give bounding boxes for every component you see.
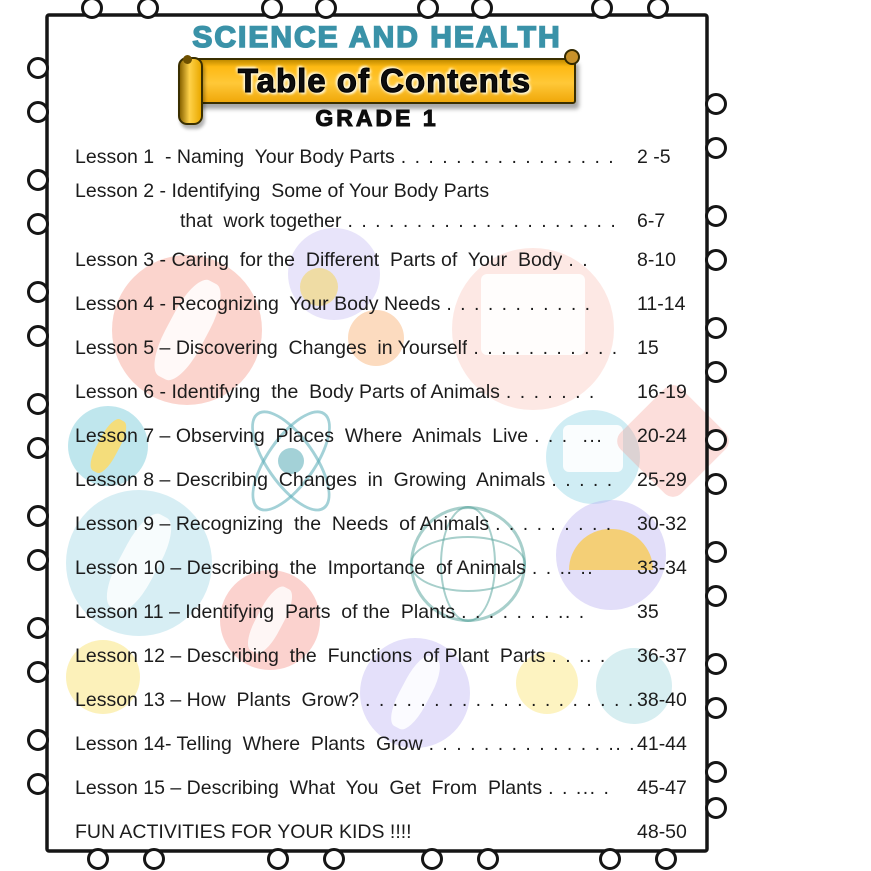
page-range: 45-47: [637, 777, 687, 799]
dot-leader: . . . . . . . . . . .: [446, 293, 592, 315]
lesson-title: Lesson 1 - Naming Your Body Parts: [75, 146, 395, 168]
dot-leader: . . . ...: [534, 425, 604, 447]
toc-entry: [75, 176, 697, 236]
lesson-title: Lesson 2 - Identifying Some of Your Body Parts: [75, 180, 490, 202]
toc-entry: [75, 597, 697, 627]
page-range: 20-24: [637, 425, 687, 447]
page-range: 48-50: [637, 821, 687, 843]
toc-entry: [75, 465, 697, 495]
toc-entry: [75, 142, 697, 172]
banner-ribbon: [193, 58, 576, 104]
subject-title: SCIENCE AND HEALTH: [192, 21, 562, 54]
page-range: 35: [637, 601, 659, 623]
page-range: 38-40: [637, 689, 687, 711]
toc-entry: [75, 553, 697, 583]
page-range: 36-37: [637, 645, 687, 667]
toc-entry: [75, 817, 697, 847]
lesson-title: Lesson 4 - Recognizing Your Body Needs: [75, 293, 441, 315]
toc-entry: [75, 773, 697, 803]
toc-entry: [75, 289, 697, 319]
dot-leader: . . . . . . . . . . . . . . . .: [400, 146, 616, 168]
dot-leader: . . .. .: [551, 645, 607, 667]
page-range: 16-19: [637, 381, 687, 403]
dot-leader: . . . . . . . . . . . . . . . . . . . .: [364, 689, 635, 711]
dot-leader: . . . . . . . . . . . . . .. .: [428, 733, 637, 755]
lesson-title: Lesson 14- Telling Where Plants Grow: [75, 733, 423, 755]
toc-entry: [75, 377, 697, 407]
lesson-title: Lesson 15 – Describing What You Get From Plants: [75, 777, 543, 799]
toc-entry: [75, 245, 697, 275]
lesson-title: Lesson 8 – Describing Changes in Growing Animals: [75, 469, 546, 491]
banner-corner-knob-icon: [564, 49, 580, 65]
toc-banner: [178, 56, 576, 106]
lesson-title: Lesson 7 – Observing Places Where Animals Live: [75, 425, 529, 447]
toc-entry: [75, 333, 697, 363]
lesson-title: Lesson 10 – Describing the Importance of Animals: [75, 557, 526, 579]
dot-leader: . . . . . . . . .: [495, 513, 613, 535]
page-range: 8-10: [637, 249, 677, 271]
page-range: 25-29: [637, 469, 687, 491]
scroll-knob-icon: [183, 55, 192, 64]
lesson-title: Lesson 11 – Identifying Parts of the Plants: [75, 601, 456, 623]
dot-leader: . . . . . . . . . . .: [473, 337, 619, 359]
page-range: 6-7: [637, 210, 666, 232]
page-range: 11-14: [637, 293, 686, 315]
lesson-title: Lesson 13 – How Plants Grow?: [75, 689, 359, 711]
dot-leader: . . . . .: [551, 469, 614, 491]
toc-entry: [75, 509, 697, 539]
dot-leader: . . . . . . . . . . . . . . . . . . . .: [347, 210, 618, 232]
lesson-title: Lesson 12 – Describing the Functions of Plant Parts: [75, 645, 546, 667]
page-content: [47, 15, 707, 851]
toc-entry: [75, 421, 697, 451]
page-range: 15: [637, 337, 659, 359]
lesson-title: Lesson 3 - Caring for the Different Parts of Your Body: [75, 249, 563, 271]
page-range: 30-32: [637, 513, 687, 535]
page-range: 41-44: [637, 733, 687, 755]
toc-entry: [75, 641, 697, 671]
lesson-title: Lesson 5 – Discovering Changes in Yourself: [75, 337, 468, 359]
page-range: 33-34: [637, 557, 687, 579]
dot-leader: . . ... .: [548, 777, 611, 799]
grade-label: GRADE 1: [315, 105, 439, 131]
page-range: 2 -5: [637, 146, 671, 168]
dot-leader: . . . . . . . .. .: [461, 601, 586, 623]
dot-leader: . .: [568, 249, 590, 271]
lesson-title: Lesson 9 – Recognizing the Needs of Animals: [75, 513, 490, 535]
lesson-title-cont: that work together: [180, 210, 342, 232]
dot-leader: . . . . . . .: [505, 381, 596, 403]
banner-title: Table of Contents: [237, 62, 532, 99]
toc-entry: [75, 729, 697, 759]
toc-list: [75, 142, 697, 861]
toc-entry: [75, 685, 697, 715]
lesson-title: FUN ACTIVITIES FOR YOUR KIDS !!!!: [75, 821, 412, 843]
lesson-title: Lesson 6 - Identifying the Body Parts of Animals: [75, 381, 500, 403]
dot-leader: . . .. ..: [531, 557, 595, 579]
